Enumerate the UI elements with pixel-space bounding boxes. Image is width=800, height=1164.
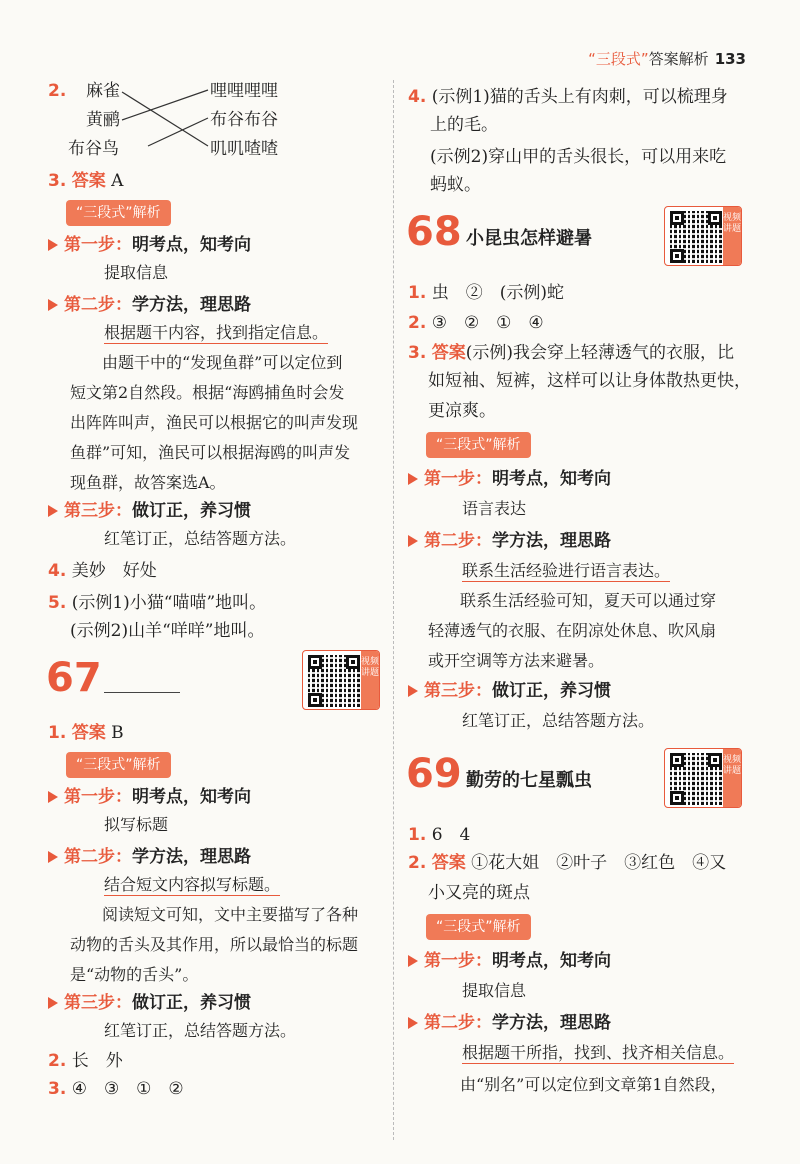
answer-line: (示例2)穿山甲的舌头很长，可以用来吃	[430, 147, 727, 167]
match-left-item: 黄鹂	[86, 110, 120, 130]
arrow-icon	[408, 473, 418, 485]
step-body: 联系生活经验进行语言表达。	[462, 561, 671, 580]
arrow-icon	[48, 239, 58, 251]
answer-line: 小又亮的斑点	[428, 883, 530, 903]
step-body: 结合短文内容拟写标题。	[104, 875, 281, 894]
question-5-line2: (示例2)山羊“咩咩”地叫。	[70, 621, 265, 641]
arrow-icon	[48, 791, 58, 803]
step-three: 第三步：做订正，养习惯	[408, 680, 611, 702]
question-2: 2. 长 外	[48, 1051, 123, 1071]
analysis-badge: “三段式”解析	[426, 432, 531, 458]
arrow-icon	[48, 851, 58, 863]
step-three: 第三步：做订正，养习惯	[48, 500, 251, 522]
question-3: 3. 答案 A	[48, 171, 124, 191]
step-body: 语言表达	[462, 499, 527, 518]
answer-line: 如短袖、短裤，这样可以让身体散热更快，	[428, 371, 751, 391]
arrow-icon	[408, 955, 418, 967]
answer-line: 上的毛。	[430, 115, 498, 135]
section-title: 勤劳的七星瓢虫	[466, 770, 592, 791]
step-two: 第二步：学方法，理思路	[408, 1012, 611, 1034]
qr-code[interactable]	[664, 748, 742, 808]
section-number: 67	[46, 655, 102, 701]
question-1: 1. 答案 B	[48, 723, 124, 743]
question-4: 4. (示例1)猫的舌头上有肉刺，可以梳理身	[408, 87, 728, 107]
step-two: 第二步：学方法，理思路	[48, 294, 251, 316]
step-one: 第一步：明考点，知考向	[48, 786, 251, 808]
step-body: 提取信息	[462, 981, 527, 1000]
step-two: 第二步：学方法，理思路	[48, 846, 251, 868]
question-number: 2.	[48, 81, 67, 101]
qr-tag: 视频讲题	[361, 651, 379, 709]
step-body: 根据题干所指，找到、找齐相关信息。	[462, 1043, 735, 1062]
arrow-icon	[48, 505, 58, 517]
match-left-item: 布谷鸟	[68, 139, 119, 159]
step-body: 红笔订正，总结答题方法。	[462, 711, 655, 730]
section-number: 68	[406, 209, 462, 255]
analysis-paragraph: 阅读短文可知，文中主要描写了各种 动物的舌头及其作用，所以最恰当的标题 是“动物的舌头”。	[70, 905, 359, 984]
answer-line: 更凉爽。	[428, 401, 496, 421]
match-left-item: 麻雀	[86, 81, 120, 101]
step-one: 第一步：明考点，知考向	[408, 950, 611, 972]
question-4: 4. 美妙 好处	[48, 561, 157, 581]
arrow-icon	[48, 997, 58, 1009]
analysis-badge: “三段式”解析	[66, 200, 171, 226]
answer-line: 蚂蚁。	[430, 175, 481, 195]
page-number: 133	[714, 50, 746, 68]
column-divider	[393, 80, 394, 1140]
section-title: 小昆虫怎样避暑	[466, 228, 592, 249]
matching-lines	[120, 84, 212, 154]
match-right-item: 哩哩哩哩	[210, 81, 278, 101]
arrow-icon	[408, 685, 418, 697]
match-right-item: 叽叽喳喳	[210, 139, 278, 159]
step-body: 红笔订正，总结答题方法。	[104, 529, 297, 548]
question-3: 3. ④ ③ ① ②	[48, 1079, 184, 1099]
step-body: 拟写标题	[104, 815, 169, 834]
step-one: 第一步：明考点，知考向	[408, 468, 611, 490]
question-2: 2. 答案 ①花大姐 ②叶子 ③红色 ④又	[408, 853, 727, 873]
qr-tag: 视频讲题	[723, 207, 741, 265]
arrow-icon	[48, 299, 58, 311]
step-body: 根据题干内容，找到指定信息。	[104, 323, 329, 342]
step-body: 提取信息	[104, 263, 169, 282]
question-3: 3. 答案(示例)我会穿上轻薄透气的衣服，比	[408, 343, 734, 363]
qr-code[interactable]	[302, 650, 380, 710]
qr-tag: 视频讲题	[723, 749, 741, 807]
question-1: 1. 虫 ② (示例)蛇	[408, 283, 564, 303]
step-one: 第一步：明考点，知考向	[48, 234, 251, 256]
arrow-icon	[408, 535, 418, 547]
analysis-paragraph: 由题干中的“发现鱼群”可以定位到 短文第2自然段。根据“海鸥捕鱼时会发 出阵阵叫声，渔民可以根据它的叫声发现 鱼群”可知，渔民可以根据海鸥的叫声发 现鱼群，故答案选A。	[70, 353, 359, 492]
page-header	[588, 48, 746, 69]
step-two: 第二步：学方法，理思路	[408, 530, 611, 552]
header-title: 答案解析	[648, 50, 709, 68]
question-2: 2. ③ ② ① ④	[408, 313, 544, 333]
question-5: 5. (示例1)小猫“喵喵”地叫。	[48, 593, 267, 613]
analysis-paragraph: 联系生活经验可知，夏天可以通过穿 轻薄透气的衣服、在阴凉处休息、吹风扇 或开空调等方法来避暑。	[428, 591, 717, 670]
step-three: 第三步：做订正，养习惯	[48, 992, 251, 1014]
section-number: 69	[406, 751, 462, 797]
analysis-badge: “三段式”解析	[426, 914, 531, 940]
header-brand: “三段式”	[588, 50, 649, 68]
analysis-badge: “三段式”解析	[66, 752, 171, 778]
analysis-paragraph: 由“别名”可以定位到文章第1自然段，	[460, 1075, 727, 1094]
match-right-item: 布谷布谷	[210, 110, 278, 130]
qr-code[interactable]	[664, 206, 742, 266]
arrow-icon	[408, 1017, 418, 1029]
question-1: 1. 6 4	[408, 825, 471, 845]
step-body: 红笔订正，总结答题方法。	[104, 1021, 297, 1040]
title-blank	[104, 692, 180, 693]
